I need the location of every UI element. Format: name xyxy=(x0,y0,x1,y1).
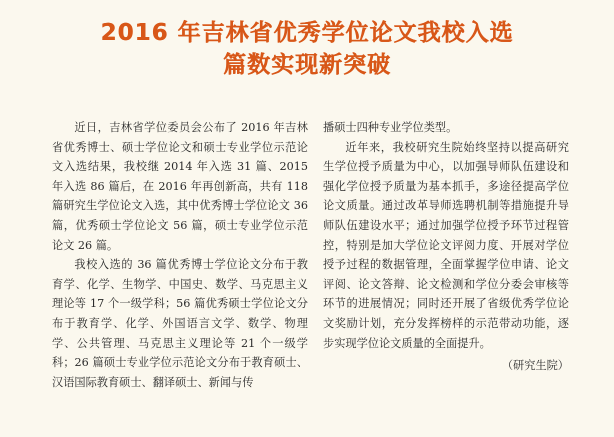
article-title-line-2: 篇数实现新突破 xyxy=(223,52,391,78)
body-column-right xyxy=(323,118,569,376)
paragraph-2: 我校入选的 36 篇优秀博士学位论文分布于教育学、化学、生物学、中国史、数学、马克思主义理论等 17 个一级学科；56 篇优秀硕士学位论文分布于教育学、化学、外国语言文学、数学、物理学、公共管理、马克思主义理论等 21 个一级学科；26 篇硕士专业学位示范论文分布于教育硕士、汉语国际教育硕士、翻译硕士、新闻与传 xyxy=(52,258,308,389)
paragraph-2-continued: 播硕士四种专业学位类型。 xyxy=(323,121,458,134)
body-column-left xyxy=(52,118,308,392)
paragraph-1: 近日，吉林省学位委员会公布了 2016 年吉林省优秀博士、硕士学位论文和硕士专业学位示范论文入选结果，我校继 2014 年入选 31 篇、2015 年入选 86 篇后，在 2016 年再创新高，共有 118 篇研究生学位论文入选，其中优秀博士学位论文 36 篇，优秀硕士学位论文 56 篇，硕士专业学位示范论文 26 篇。 xyxy=(52,121,308,252)
author-signature: （研究生院） xyxy=(501,359,569,373)
article-title-line-1: 2016 年吉林省优秀学位论文我校入选 xyxy=(100,20,514,46)
paragraph-3: 近年来，我校研究生院始终坚持以提高研究生学位授予质量为中心，以加强导师队伍建设和强化学位授予质量为基本抓手，多途径提高学位论文质量。通过改革导师选聘机制等措施提升导师队伍建设水平；通过加强学位授予环节过程管控，特别是加大学位论文评阅力度、开展对学位授予过程的数据管理，全面掌握学位申请、论文评阅、论文答辩、论文检测和学位分委会审核等环节的进展情况；同时还开展了省级优秀学位论文奖励计划，充分发挥榜样的示范带动功能，逐步实现学位论文质量的全面提升。 xyxy=(323,140,569,350)
